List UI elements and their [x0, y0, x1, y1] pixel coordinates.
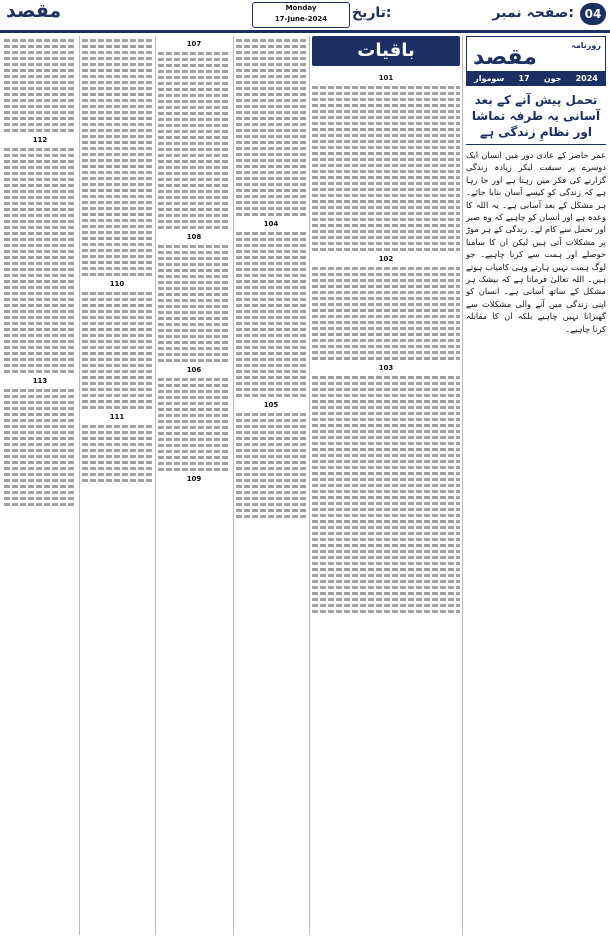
section-number: 109 [186, 475, 202, 483]
section-number: 103 [378, 364, 394, 372]
section-number: 111 [109, 413, 125, 421]
text-column [236, 36, 306, 935]
masthead-prefix: روزنامہ [571, 41, 601, 50]
masthead [466, 36, 606, 86]
text-column [4, 36, 76, 935]
section-number: 108 [186, 233, 202, 241]
section-number: 101 [378, 74, 394, 82]
baqiyat-banner: باقیات [312, 36, 460, 66]
column-divider [309, 36, 310, 935]
editorial-column [466, 36, 606, 935]
section-number: 107 [186, 40, 202, 48]
editorial-body: عمر حاضر کے عادی دور میں انسان ایک دوسرے پر سبقت لیکر زیادہ زندگی گزارنے کی فکر میں رہتا ہے اور جا رہا ہے کہ زندگی کو کیسے آسان بنایا جائے۔ ہر مشکل کے بعد آسانی ہے۔ یہ اللہ کا وعدہ ہے اور انسان کو چاہیے کہ وہ صبر اور تحمل سے کام لے۔ زندگی کے ہر موڑ پر مشکلات آتی ہیں لیکن ان کا سامنا حوصلے اور ہمت سے کرنا چاہیے۔ جو لوگ ہمت نہیں ہارتے وہی کامیاب ہوتے ہیں۔ اللہ تعالیٰ فرماتا ہے کہ بیشک ہر مشکل کے ساتھ آسانی ہے۔ انسان کو اپنی زندگی میں آنے والی مشکلات سے گھبرانا نہیں چاہیے بلکہ ان کا مقابلہ کرنا چاہیے۔ [466, 150, 606, 334]
column-divider [79, 36, 80, 935]
date-label: تاریخ: [352, 5, 392, 21]
section-number: 106 [186, 366, 202, 374]
date-box [252, 2, 350, 28]
section-number: 110 [109, 280, 125, 288]
masthead-day: سوموار [474, 73, 505, 83]
masthead-day-num: 17 [518, 73, 530, 83]
column-divider [233, 36, 234, 935]
column-divider [462, 36, 463, 935]
masthead-name: مقصد [473, 45, 537, 70]
text-column [82, 36, 152, 935]
text-column [158, 36, 230, 935]
date-en: 17-June-2024 [274, 15, 328, 23]
masthead-year: 2024 [575, 73, 598, 83]
day-en: Monday [285, 4, 317, 12]
section-number: 105 [263, 401, 279, 409]
section-number: 112 [32, 136, 48, 144]
masthead-dates [467, 71, 605, 85]
page-header [0, 0, 610, 33]
section-number: 113 [32, 377, 48, 385]
column-text [312, 86, 460, 251]
logo: مقصد [6, 0, 62, 22]
column-divider [155, 36, 156, 935]
page-label: صفحہ نمبر: [492, 5, 574, 21]
editorial-title: تحمل پیش آنے کے بعد آسانی یہ طرفہ تماشا اور نظامِ زندگی ہے [466, 92, 606, 145]
masthead-month: جون [543, 73, 562, 83]
text-column [312, 70, 460, 935]
section-number: 102 [378, 255, 394, 263]
page-number: 04 [580, 3, 606, 25]
section-number: 104 [263, 220, 279, 228]
